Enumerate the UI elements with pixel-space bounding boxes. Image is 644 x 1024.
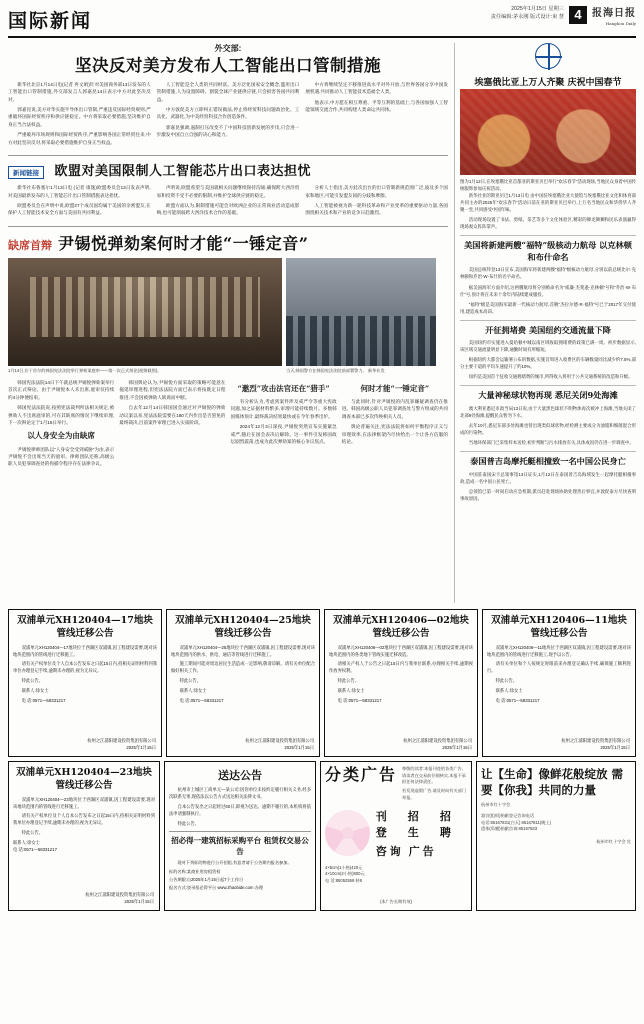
ethiopia-photo bbox=[460, 89, 636, 175]
classified-word-1[interactable]: 刊登 bbox=[375, 809, 390, 839]
notice-para: 请有关单位和个人按规定时限前来办理登记确认手续,确保施工顺利进行。 bbox=[487, 661, 631, 674]
notices-row-2 bbox=[8, 761, 636, 911]
notice-signature: 杭州之江浦阳建设投资集团有限公司 bbox=[403, 738, 472, 744]
notice-date: 2025年1月15日 bbox=[442, 745, 472, 751]
classified-ad-card[interactable] bbox=[320, 761, 472, 911]
classified-note: 尊敬的读者:本报刊登的各类广告,请读者在交易前仔细核实,本报不承担任何法律责任。 若发现虚假广告,请及时向有关部门举报。 bbox=[402, 766, 466, 800]
notice-phone: 电 话:0571—58331217 bbox=[337, 697, 382, 703]
feature-subhead-3: 何时才能“一锤定音” bbox=[360, 383, 430, 393]
notice-date: 2025年1月15日 bbox=[124, 899, 154, 905]
notice-signature: 杭州之江浦阳建设投资集团有限公司 bbox=[245, 738, 314, 744]
delivery-title: 送达公告 bbox=[218, 769, 262, 782]
right-column bbox=[454, 43, 636, 603]
second-columns bbox=[8, 184, 448, 220]
second-para: 分析人士指出,美方此次出台的出口管制新规范围广泛,波及多个国家和地区,可能引发盟友间的分歧和摩擦。 bbox=[305, 185, 449, 198]
right-para: 活动现场设置了书法、剪纸、茶艺等多个文化体验区,精彩的舞龙舞狮和民乐表演赢得现场观众阵阵掌声。 bbox=[460, 217, 636, 230]
delivery-para: 特此公告。 bbox=[177, 820, 200, 826]
notice-para: 施工期间可能对周边居民生活造成一定影响,敬请谅解。请有关单位配合做好相关工作。 bbox=[171, 661, 315, 674]
second-article bbox=[8, 160, 448, 220]
notice-para: 特此公告。 bbox=[495, 678, 518, 684]
notice-card bbox=[166, 609, 320, 757]
second-byline: 新华社布鲁塞尔1月13日电 (记者 康逸)欧盟委员会13日发表声明,对美国最新发布的人工智能芯片出口管制措施表达担忧。 bbox=[8, 185, 151, 198]
notice-card bbox=[324, 609, 478, 757]
lead-columns bbox=[8, 81, 448, 150]
section-title: 国际新闻 bbox=[8, 10, 93, 32]
divider bbox=[169, 831, 311, 832]
lead-kicker: 外交部: bbox=[214, 44, 242, 53]
feature-columns bbox=[8, 379, 448, 471]
notices-row-1 bbox=[8, 609, 636, 757]
notice-para: 双浦单元XH120406—11地块位于西湖区双浦镇,因工程建设需要,现对该地块范围内的管线进行迁移施工,现予以公告。 bbox=[487, 644, 631, 657]
notice-title: 双浦单元XH120404—25地块管线迁移公告 bbox=[175, 615, 311, 639]
lead-para: 他表示,中方愿在相互尊重、平等互利的基础上,与各国加强人工智能领域交流合作,共同构建人类命运共同体。 bbox=[305, 99, 449, 112]
feature-article bbox=[8, 231, 448, 471]
police-photo bbox=[286, 258, 436, 366]
notice-title: 双浦单元XH120404—17地块管线迁移公告 bbox=[17, 615, 153, 639]
right-para: 纽约是美国首个征收交通拥堵费的城市,所得收入将用于公共交通系统的改造和升级。 bbox=[468, 374, 633, 380]
notice-para: 双浦单元XH120406—02地块位于西湖区双浦镇,因工程建设需要,现对该地块范围内的各类地下管线实施迁移改造。 bbox=[329, 644, 473, 657]
paper-name: 报海日报 bbox=[592, 8, 636, 19]
feature-col-4 bbox=[342, 379, 448, 471]
right-para: 美国纽约市实施进入曼哈顿中城以南区域收取拥堵费的政策已满一周。初步数据显示,该区域交通流量明显下降,通勤时间有所缩短。 bbox=[460, 340, 636, 353]
lead-para: 人工智能是全人类的共同财富。美方泛化国家安全概念,滥用出口管制措施,人为设置障碍、割裂全球产业链供应链,只会损害各国共同利益。 bbox=[156, 81, 300, 102]
police-photo-wrap bbox=[286, 258, 436, 374]
masthead-meta bbox=[491, 6, 564, 22]
feature-kicker: 缺席首辩 bbox=[8, 238, 52, 252]
psa-phones: 电话:85167831(白天) 85167811(晚上) bbox=[481, 819, 551, 825]
delivery-para: 杭州市上城区工商单元—某公司:因你单位未按约定履行相关义务,经多次联系无果,现依法以公告方式送达相关法律文书。 bbox=[169, 787, 311, 799]
classified-footer: (本广告长期有效) bbox=[379, 899, 413, 905]
lead-para: 郭嘉昆强调,遏制打压改变不了中国科技创新发展的步伐,只会进一步激发中国自立自强的决心和能力。 bbox=[156, 124, 300, 138]
notice-contact: 联系人:徐女士 bbox=[21, 688, 49, 693]
feature-head-row bbox=[8, 231, 448, 254]
right-para: 去年10月,悉尼东部多处海滩也曾出现类似球状物,经检测主要成分为油脂和细菌混合形成的污染物。 bbox=[460, 423, 636, 436]
right-top-title: 埃塞俄比亚上万人齐聚 庆祝中国春节 bbox=[474, 78, 622, 88]
notice-para: 双浦单元XH120404—25地块位于西湖区双浦镇,因工程建设需要,现对该地块范围内的供水、供电、通信等管线进行迁移施工。 bbox=[171, 644, 315, 657]
public-service-ad bbox=[476, 761, 636, 911]
second-para: 声明说,欧盟希望与美国就相关问题继续保持沟通,确保跨大西洋贸易和投资不受不必要的限制,并维护全球供应链的稳定。 bbox=[156, 185, 300, 198]
page-body bbox=[8, 43, 636, 603]
classified-price-2: 4×10cm(2小格)800元 bbox=[325, 871, 365, 877]
right-block-3-title: 大量神秘球状物再现 悉尼关闭9处海滩 bbox=[478, 390, 618, 401]
notice-signature: 杭州之江浦阳建设投资集团有限公司 bbox=[561, 738, 630, 744]
feature-photos bbox=[8, 258, 448, 374]
notice-card bbox=[482, 609, 636, 757]
right-para: “福特”级是美国海军最新一代核动力航母,首舰“杰拉尔德·R·福特”号已于2017年交付使用,建造成本高昂。 bbox=[460, 301, 636, 314]
psa-footer: 杭州市红十字会 宣 bbox=[596, 839, 631, 845]
right-block-4-title: 泰国普吉岛摩托艇相撞致一名中国公民身亡 bbox=[470, 456, 626, 467]
notice-para: 请有关产权单位及个人自本公告发布之日起15日内,持相关证明材料到我单位办理登记手续,逾期未办理的,视为无异议。 bbox=[13, 661, 157, 674]
feature-para: 韩国宪法法院说,按照宪法裁判所法相关规定,被弹劾人不出席庭审的,可在其缺席的情况下继续审理,下一次辩论定于1月16日举行。 bbox=[8, 405, 115, 425]
second-headline: 欧盟对美国限制人工智能芯片出口表达担忧 bbox=[54, 164, 311, 180]
second-para: 欧盟委员会在声明中说,欧盟27个成员国均属于美国的亲密盟友,在保护人工智能技术安全方面与美国有共同利益。 bbox=[8, 203, 151, 216]
feature-para: 与此同时,针对尹锡悦的内乱罪嫌疑调查仍在推进。韩国高级公职人员犯罪调查处与警方组成的共同调查本部已多次传唤相关人员。 bbox=[341, 398, 448, 419]
right-para: 中国驻泰国宋卡总领事馆13日证实,1月12日在泰国普吉岛海域发生一起摩托艇相撞事故,造成一名中国公民死亡。 bbox=[460, 471, 636, 484]
feature-para: 韩国舆论认为,尹锡悦方面采取的策略可能意在拖延审理进程,但宪法法院方面已表示将按既定日程推进,不会因被弹劾人缺席而中断。 bbox=[119, 379, 226, 400]
right-block-1 bbox=[460, 235, 636, 314]
second-col-1 bbox=[8, 184, 151, 220]
notice-date: 2025年1月15日 bbox=[284, 745, 314, 751]
paper-nameplate bbox=[592, 6, 636, 27]
notice-para: 双浦单元XH120404—23地块位于西湖区双浦镇,因工程建设需要,现对该地块范围内的管线进行迁移施工。 bbox=[13, 796, 155, 809]
globe-icon bbox=[535, 43, 561, 69]
right-para: 澳大利亚悉尼市政当局13日说,由于大量黑色球状不明物体再次被冲上海滩,当地关闭了北部9处海滩,提醒民众暂勿下水。 bbox=[460, 405, 636, 418]
notice-title: 双浦单元XH120406—11地块管线迁移公告 bbox=[491, 615, 627, 639]
second-col-2 bbox=[157, 184, 300, 220]
classified-word-5[interactable]: 广告 bbox=[408, 844, 437, 858]
right-block-2 bbox=[460, 320, 636, 381]
masthead-left bbox=[8, 6, 92, 33]
paper-name-en: Hanghou Daily bbox=[605, 21, 636, 26]
right-para: 根据纽约大都会运输署公布的数据,实施首周进入收费区的车辆数量同比减少约7.5%,部分主要干道的平均车速提升了约10%。 bbox=[460, 357, 636, 370]
notice-card bbox=[8, 761, 160, 911]
lead-para: 严重破坏市场规则和国际经贸秩序,严重影响各国正常经贸往来,中方对此坚决反对,将采取必要措施维护自身正当权益。 bbox=[8, 132, 151, 145]
delivery-notice-card bbox=[164, 761, 316, 911]
masthead bbox=[8, 6, 636, 38]
lead-para: 中方将继续坚定不移推进高水平对外开放,与世界各国分享中国发展机遇,共同推动人工智能技术造福全人类。 bbox=[305, 81, 449, 95]
feature-subhead-2: “邀烈”攻击法官还在“猎手” bbox=[237, 383, 330, 393]
flower-icon bbox=[325, 810, 370, 856]
credit-line: 责任编辑:茅永刚 版式设计:束 慧 bbox=[490, 13, 564, 20]
masthead-right bbox=[491, 6, 636, 27]
notice-contact: 联系人:徐女士 bbox=[495, 688, 523, 693]
lead-article bbox=[8, 43, 448, 149]
notice-signature-block bbox=[87, 738, 156, 752]
classified-phone: 电 话:85052559 转8 bbox=[325, 878, 363, 884]
right-para: 据美国海军方面介绍,这两艘航母将分别被命名为“威廉·杰斐逊·克林顿”号和“乔治·W·布什”号,预计将在未来十余年内陆续建成服役。 bbox=[460, 284, 636, 297]
lead-para: 郭嘉昆说,美方对华实施半导体出口管制,严重违反国际经贸规则,严重破坏国际经贸秩序和供应链稳定。中方将采取必要措施,坚决维护自身正当合法权益。 bbox=[8, 106, 151, 127]
classified-word-4[interactable]: 咨询 bbox=[375, 844, 404, 858]
platform-ad-para: 标的名称:某商业用房租赁权 bbox=[169, 869, 221, 875]
feature-para: 尹锡悦律师团队以“人身安全受到威胁”为由,表示尹锡悦不会出席当天的庭审。律师团队还称,高级公职人员犯罪调查处的拘捕令程序存在法律争议。 bbox=[8, 446, 115, 467]
delivery-para: 自本公告发出之日起经过60日,即视为送达。逾期不履行的,本机构将依法申请强制执行。 bbox=[169, 803, 311, 816]
assembly-photo-wrap bbox=[8, 258, 282, 374]
notice-signature-block bbox=[403, 738, 472, 752]
assembly-photo-caption: 1月14日,位于首尔的韩国宪法法院举行弹劾案庭审——第一次正式辩论(视频截图)。 bbox=[8, 367, 162, 373]
notice-card bbox=[8, 609, 162, 757]
date-line: 2025年1月15日 星期三 bbox=[511, 6, 564, 12]
lead-byline: 新华社北京1月14日电(记者 冉文娟)针对美国商务部13日发布的人工智能出口管制措施,外交部发言人郭嘉昆14日表示中方对此坚决反对。 bbox=[8, 81, 151, 102]
lead-para: 中方敦促美方立即纠正错误做法,停止将经贸科技问题政治化、工具化、武器化,为中美经贸科技合作创造条件。 bbox=[156, 106, 300, 120]
notice-para: 特此公告。 bbox=[21, 830, 44, 836]
notice-para: 特此公告。 bbox=[337, 678, 360, 684]
lead-headline: 坚决反对美方发布人工智能出口管制措施 bbox=[75, 56, 381, 75]
notice-phone: 电 话:0571—58331217 bbox=[495, 697, 540, 703]
notice-contact: 联系人:徐女士 bbox=[337, 688, 365, 693]
notice-signature: 杭州之江浦阳建设投资集团有限公司 bbox=[87, 738, 156, 744]
feature-para: 有分析认为,考虑到案件涉及戒严令等重大宪政问题,加之证据材料繁多,审理可能持续数月。多数韩国媒体预计,最终裁决结果最快或在今年春季出炉。 bbox=[230, 398, 337, 419]
psa-org: 杭州市红十字会 bbox=[481, 802, 511, 808]
notice-para: 双浦单元XH120404—17地块位于西湖区双浦镇,因工程建设需要,现对该地块范围内的管线进行迁移施工。 bbox=[13, 644, 157, 657]
second-para: 人工智能被视为新一轮科技革命和产业变革的重要驱动力量,各国围绕相关技术和产业的竞争日趋激烈。 bbox=[305, 203, 449, 216]
main-column bbox=[8, 43, 448, 603]
notice-signature-block bbox=[561, 738, 630, 752]
right-para: 当地环保部门已采集样本送检,初步判断与污水排放有关,具体成因仍在进一步调查中。 bbox=[468, 440, 634, 446]
notice-date: 2025年1月15日 bbox=[600, 745, 630, 751]
right-para: 总领馆已第一时间启动应急机制,派员赶赴现场协助处理善后事宜,并敦促泰方尽快查明事故原因。 bbox=[460, 488, 636, 501]
notice-para: 特此公告。 bbox=[179, 678, 202, 684]
lead-col-2 bbox=[157, 81, 300, 150]
platform-ad-para: 现对下列标的物进行公开招租,有意者请于公告期内报名参加。 bbox=[177, 860, 292, 866]
notice-signature-block bbox=[245, 738, 314, 752]
page-number: 4 bbox=[569, 6, 587, 24]
second-col-3 bbox=[305, 184, 448, 220]
psa-headline: 让【生命】像鲜花般绽放 需要【你我】共同的力量 bbox=[481, 767, 624, 798]
feature-col-1 bbox=[8, 379, 114, 471]
news-link-tag: 新闻链接 bbox=[8, 166, 44, 179]
notice-title: 双浦单元XH120406—02地块管线迁移公告 bbox=[333, 615, 469, 639]
right-block-4 bbox=[460, 451, 636, 502]
right-block-2-title: 开征拥堵费 美国纽约交通流量下降 bbox=[485, 324, 611, 335]
lead-col-1 bbox=[8, 81, 151, 150]
notice-contact: 联系人:徐女士 bbox=[13, 840, 40, 845]
classified-title: 分类广告 bbox=[325, 765, 398, 784]
right-para: 新华社亚的斯亚贝巴1月13日电 由中国驻埃塞俄比亚大使馆与埃塞俄比亚文化和体育部共同主办的2025年“欢乐春节”活动日前在亚的斯亚贝巴举行,上万名当地民众和华侨华人齐聚一堂,共同感受中国年味。 bbox=[460, 193, 636, 213]
platform-ad-title: 招必得一建筑招标采购平台 租赁权交易公告 bbox=[171, 836, 309, 857]
second-para: 欧盟方面认为,限制措施可能会对欧洲企业的正常商业活动造成影响,也可能削弱跨大西洋技术合作的基础。 bbox=[156, 203, 300, 216]
right-block-3 bbox=[460, 385, 636, 446]
notice-para: 请有关产权单位及个人自本公告发布之日起15日内,持相关证明材料到我单位办理登记手续,逾期未办理的,视为无异议。 bbox=[13, 813, 155, 826]
classified-word-2[interactable]: 招生 bbox=[407, 809, 422, 839]
notice-phone: 电 话:0571—58331217 bbox=[21, 697, 66, 703]
notice-para: 特此公告。 bbox=[21, 678, 44, 684]
second-head-row bbox=[8, 160, 448, 180]
divider bbox=[8, 155, 448, 156]
notice-signature: 杭州之江浦阳建设投资集团有限公司 bbox=[85, 892, 154, 898]
right-top-caption: 图为1月12日,在埃塞俄比亚首都亚的斯亚贝巴举行“欢乐春节”活动现场,当地民众身着中国传统服饰参加庆祝活动。 bbox=[460, 179, 636, 192]
divider bbox=[8, 226, 448, 227]
notice-contact: 联系人:徐女士 bbox=[179, 688, 207, 693]
feature-para: 2024年12月3日深夜,尹锡悦突然宣布实施紧急戒严,随后在国会表决后解除。这一事件引发韩国政坛剧烈震荡,也成为此次弹劾案的核心争议焦点。 bbox=[230, 424, 337, 445]
right-para: 美国总统拜登13日宣布,美国海军将新建两艘“福特”级核动力航母,分别以前总统比尔·克林顿和乔治·W·布什的名字命名。 bbox=[460, 267, 636, 280]
feature-col-2 bbox=[119, 379, 225, 471]
notice-date: 2025年1月15日 bbox=[126, 745, 156, 751]
feature-para: 韩国宪法法院14日下午就总统尹锡悦弹劾案举行首次正式辩论。由于尹锡悦本人未出席,庭审仅持续约4分钟便结束。 bbox=[8, 379, 115, 400]
police-photo-caption: 当天,韩国警方在韩国宪法法院前部署警力。 新华社发 bbox=[286, 367, 385, 373]
classified-word-3[interactable]: 招聘 bbox=[439, 809, 454, 839]
assembly-photo bbox=[8, 258, 282, 366]
feature-para: 自去年12月14日韩国国会通过对尹锡悦的弹劾动议案以来,宪法法院需要在180天内作出是否罢免的最终裁决,目前案件审理已进入实质阶段。 bbox=[119, 405, 226, 425]
right-block-1-title: 美国将新建两艘“福特”级核动力航母 以克林顿和布什命名 bbox=[464, 240, 632, 262]
feature-col-3 bbox=[231, 379, 337, 471]
classified-price-1: 4×5cm(1小格)420元 bbox=[325, 864, 363, 870]
right-top-text bbox=[460, 192, 636, 230]
psa-note: 遗体(角膜)捐献咨询:85167833 bbox=[481, 826, 538, 832]
notice-para: 请相关产权人于公告之日起15日内与我单位联系,办理相关手续,逾期视作放弃权利。 bbox=[329, 661, 473, 674]
feature-headline: 尹锡悦弹劾案何时才能“一锤定音” bbox=[58, 233, 309, 253]
notice-phone: 电 话:0571—58331217 bbox=[13, 846, 57, 852]
notice-phone: 电 话:0571—58331217 bbox=[179, 697, 224, 703]
platform-ad-para: 公告期限:自2025年1月15日起7个工作日 bbox=[169, 876, 244, 882]
platform-ad-para: 报名方式:登录招必得平台 www.zhaobide.com 办理 bbox=[169, 884, 264, 890]
feature-subhead-1: 以人身安全为由缺席 bbox=[27, 431, 95, 441]
lead-col-3 bbox=[305, 81, 448, 150]
notice-title: 双浦单元XH120404—23地块管线迁移公告 bbox=[16, 767, 152, 791]
notice-signature-block bbox=[85, 892, 154, 906]
psa-detail: 器官(组织)捐献登记咨询电话 bbox=[481, 812, 535, 818]
feature-para: 舆论普遍关注,宪法法院将如何平衡程序正义与审理效率,在法律框架内尽快给出一个让各方信服的结论。 bbox=[341, 424, 448, 445]
